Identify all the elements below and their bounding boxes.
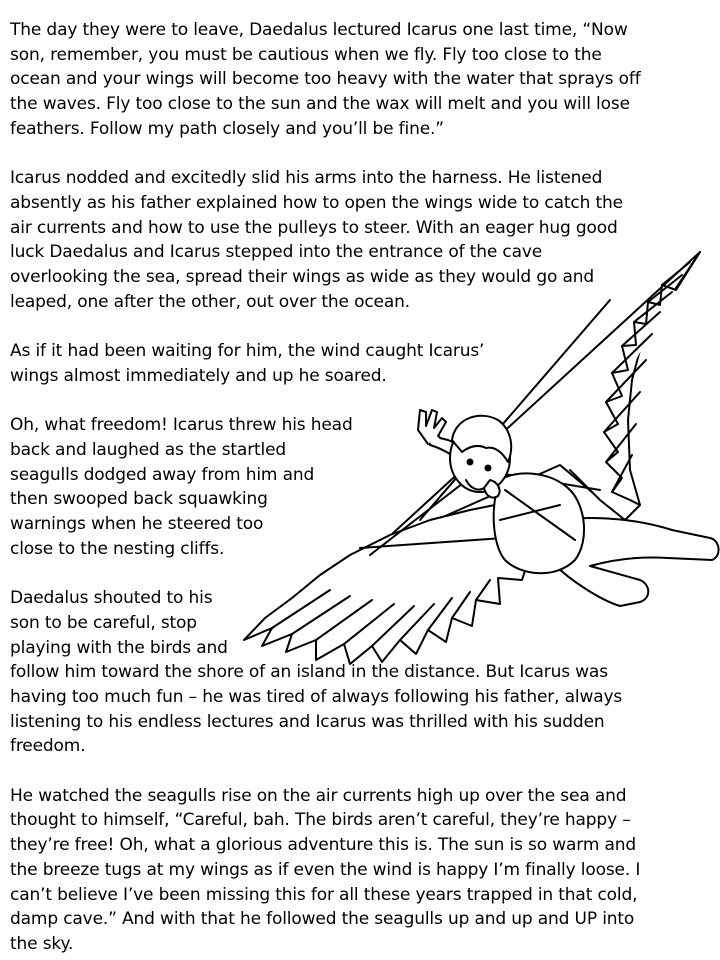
story-line: overlooking the sea, spread their wings as wide as they would go and: [10, 267, 594, 287]
story-line: then swooped back squawking: [10, 489, 268, 509]
story-line: seagulls dodged away from him and: [10, 465, 315, 485]
story-line: the breeze tugs at my wings as if even the wind is happy I’m finally loose. I: [10, 860, 641, 880]
story-line: son, remember, you must be cautious when we fly. Fly too close to the: [10, 45, 602, 65]
story-line: son to be careful, stop: [10, 613, 197, 633]
story-line: can’t believe I’ve been missing this for all these years trapped in that cold,: [10, 885, 638, 905]
story-line: they’re free! Oh, what a glorious adventure this is. The sun is so warm and: [10, 835, 637, 855]
tunic: [494, 473, 584, 573]
story-line: feathers. Follow my path closely and you’ll be fine.”: [10, 119, 444, 139]
story-line: The day they were to leave, Daedalus lectured Icarus one last time, “Now: [10, 20, 628, 40]
story-line: luck Daedalus and Icarus stepped into the entrance of the cave: [10, 242, 543, 262]
story-line: He watched the seagulls rise on the air currents high up over the sea and: [10, 786, 627, 806]
story-line: follow him toward the shore of an island in the distance. But Icarus was: [10, 662, 608, 682]
lower-wing: [244, 500, 530, 664]
story-line: leaped, one after the other, out over the ocean.: [10, 292, 410, 312]
story-line: absently as his father explained how to open the wings wide to catch the: [10, 193, 623, 213]
story-line: wings almost immediately and up he soared.: [10, 366, 387, 386]
story-line: Icarus nodded and excitedly slid his arms into the harness. He listened: [10, 168, 603, 188]
story-line: back and laughed as the startled: [10, 440, 287, 460]
story-line: the sky.: [10, 934, 74, 954]
story-line: As if it had been waiting for him, the wind caught Icarus’: [10, 341, 485, 361]
story-line: damp cave.” And with that he followed the seagulls up and up and UP into: [10, 909, 635, 929]
story-line: Oh, what freedom! Icarus threw his head: [10, 415, 353, 435]
story-line: the waves. Fly too close to the sun and the wax will melt and you will lose: [10, 94, 630, 114]
story-line: having too much fun – he was tired of always following his father, always: [10, 687, 623, 707]
story-line: playing with the birds and: [10, 638, 228, 658]
story-line: freedom.: [10, 736, 86, 756]
story-line: air currents and how to use the pulleys to steer. With an eager hug good: [10, 218, 618, 238]
story-line: warnings when he steered too: [10, 514, 264, 534]
story-line: ocean and your wings will become too heavy with the water that sprays off: [10, 69, 641, 89]
story-line: listening to his endless lectures and Icarus was thrilled with his sudden: [10, 712, 605, 732]
story-line: thought to himself, “Careful, bah. The birds aren’t careful, they’re happy –: [10, 810, 631, 830]
story-line: close to the nesting cliffs.: [10, 539, 225, 559]
story-line: Daedalus shouted to his: [10, 588, 213, 608]
